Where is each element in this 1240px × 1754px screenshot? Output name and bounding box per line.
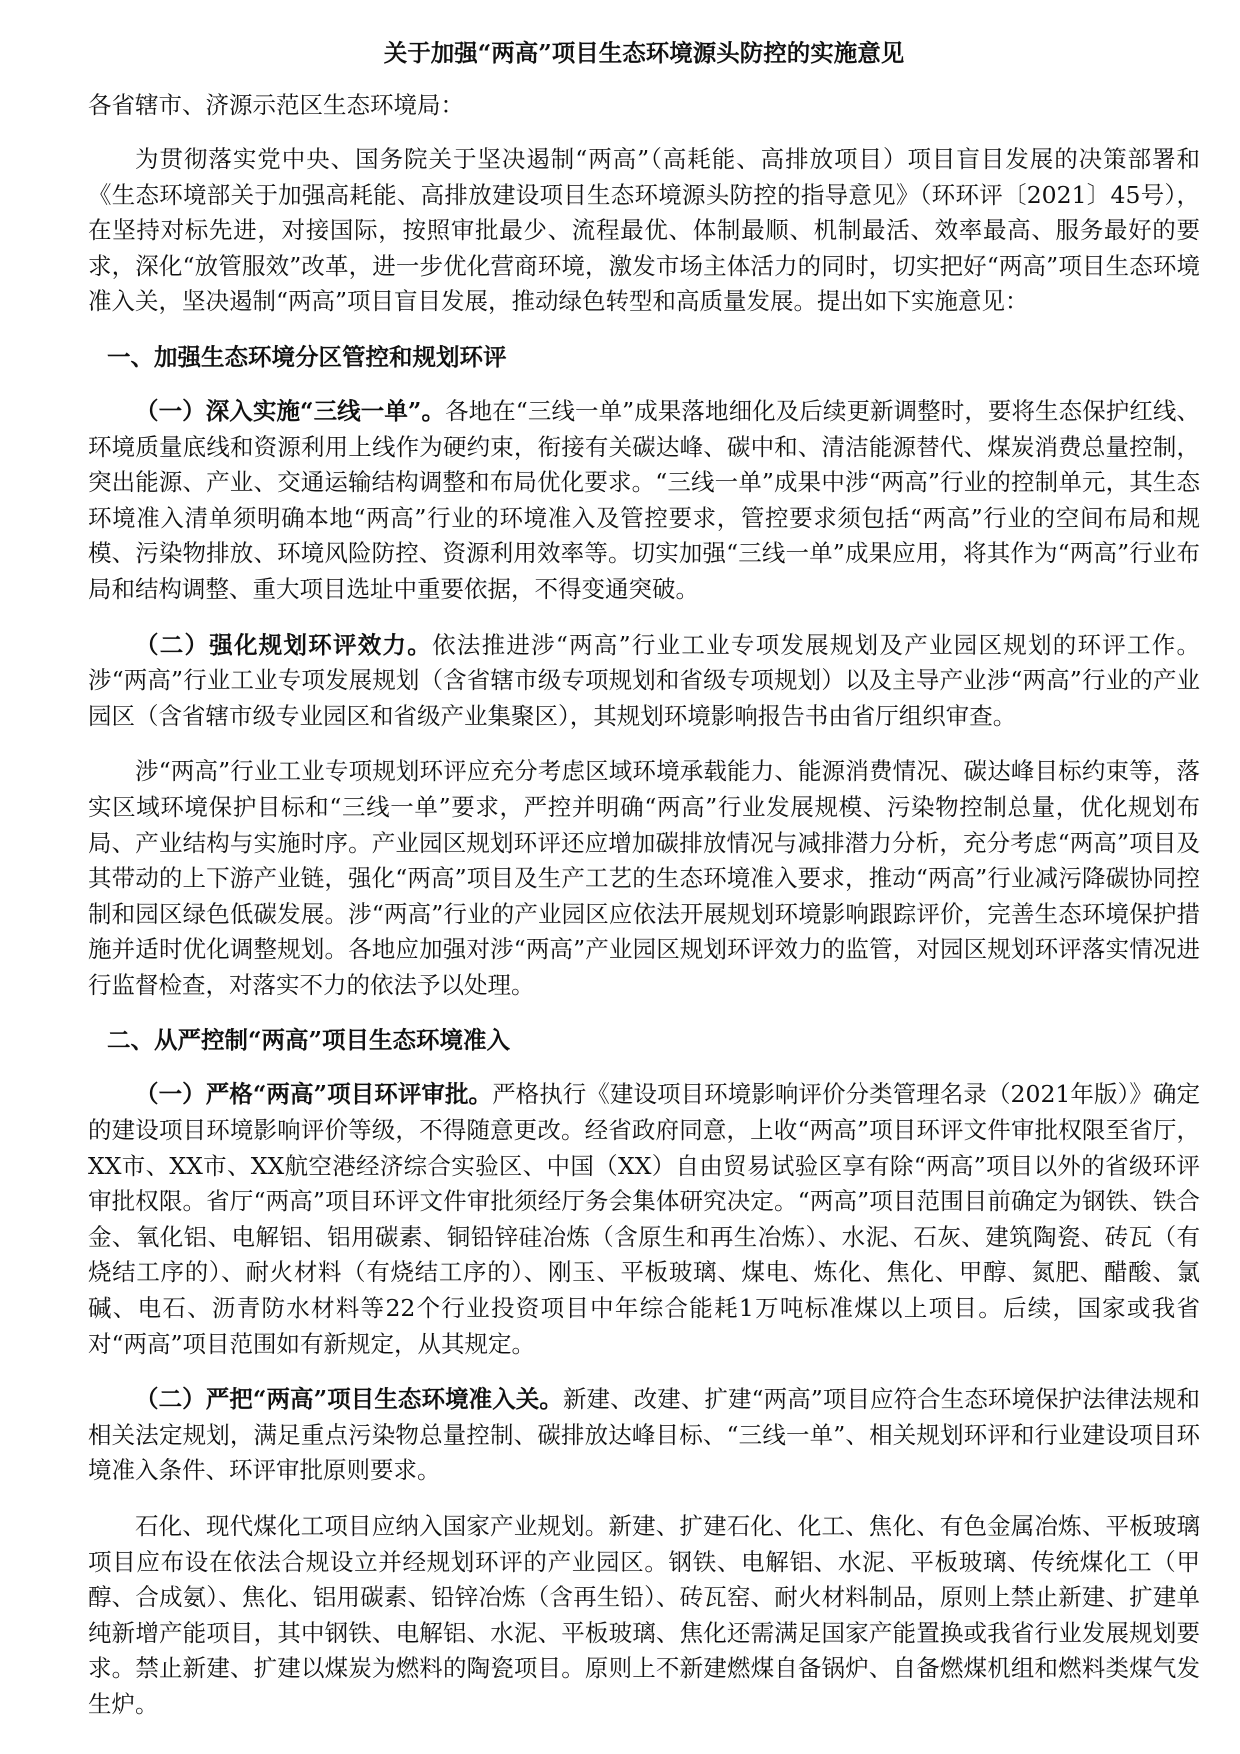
section-1-heading: 一、加强生态环境分区管控和规划环评 <box>107 342 507 371</box>
document-title: 关于加强“两高”项目生态环境源头防控的实施意见 <box>383 39 905 67</box>
section-2-item-2-paragraph <box>88 1382 1200 1489</box>
section-2-item-1-paragraph <box>88 1077 1200 1362</box>
section-2-heading: 二、从严控制“两高”项目生态环境准入 <box>107 1026 511 1055</box>
section-1-item-1-text: 各地在“三线一单”成果落地细化及后续更新调整时，要将生态保护红线、环境质量底线和资源利用上线作为硬约束，衔接有关碳达峰、碳中和、清洁能源替代、煤炭消费总量控制，突出能源、产业、交通运输结构调整和布局优化要求。“三线一单”成果中涉“两高”行业的控制单元，其生态环境准入清单须明确本地“两高”行业的环境准入及管控要求，管控要求须包括“两高”行业的空间布局和规模、污染物排放、环境风险防控、资源利用效率等。切实加强“三线一单”成果应用，将其作为“两高”行业布局和结构调整、重大项目选址中重要依据，不得变通突破。 <box>88 396 1200 603</box>
section-2-paragraph-3: 石化、现代煤化工项目应纳入国家产业规划。新建、扩建石化、化工、焦化、有色金属冶炼、平板玻璃项目应布设在依法合规设立并经规划环评的产业园区。钢铁、电解铝、水泥、平板玻璃、传统煤化工（甲醇、合成氨）、焦化、铝用碳素、铅锌冶炼（含再生铅）、砖瓦窑、耐火材料制品，原则上禁止新建、扩建单纯新增产能项目，其中钢铁、电解铝、水泥、平板玻璃、焦化还需满足国家产能置换或我省行业发展规划要求。禁止新建、扩建以煤炭为燃料的陶瓷项目。原则上不新建燃煤自备锅炉、自备燃煤机组和燃料类煤气发生炉。 <box>88 1512 1200 1718</box>
section-2-item-2-text: 新建、改建、扩建“两高”项目应符合生态环境保护法律法规和相关法定规划，满足重点污染物总量控制、碳排放达峰目标、“三线一单”、相关规划环评和行业建设项目环境准入条件、环评审批原则要求。 <box>88 1385 1200 1485</box>
section-2-item-1-lead: （一）严格“两高”项目环评审批。 <box>135 1080 493 1109</box>
salutation: 各省辖市、济源示范区生态环境局： <box>88 91 464 119</box>
section-1-item-2-text: 依法推进涉“两高”行业工业专项发展规划及产业园区规划的环评工作。涉“两高”行业工业专项发展规划（含省辖市级专项规划和省级专项规划）以及主导产业涉“两高”行业的产业园区（含省辖市级专业园区和省级产业集聚区），其规划环境影响报告书由省厅组织审查。 <box>88 630 1200 730</box>
section-1-item-2-lead: （二）强化规划环评效力。 <box>135 630 433 659</box>
section-1-item-2-paragraph <box>88 628 1200 735</box>
section-1-paragraph-3: 涉“两高”行业工业专项规划环评应充分考虑区域环境承载能力、能源消费情况、碳达峰目标约束等，落实区域环境保护目标和“三线一单”要求，严控并明确“两高”行业发展规模、污染物控制总量，优化规划布局、产业结构与实施时序。产业园区规划环评还应增加碳排放情况与减排潜力分析，充分考虑“两高”项目及其带动的上下游产业链，强化“两高”项目及生产工艺的生态环境准入要求，推动“两高”行业减污降碳协同控制和园区绿色低碳发展。涉“两高”行业的产业园区应依法开展规划环境影响跟踪评价，完善生态环境保护措施并适时优化调整规划。各地应加强对涉“两高”产业园区规划环评效力的监管，对园区规划环评落实情况进行监督检查，对落实不力的依法予以处理。 <box>88 757 1200 999</box>
section-1-item-1-paragraph <box>88 394 1200 608</box>
document-page <box>88 36 1200 1743</box>
section-2-item-2-lead: （二）严把“两高”项目生态环境准入关。 <box>135 1385 563 1414</box>
intro-paragraph: 为贯彻落实党中央、国务院关于坚决遏制“两高”（高耗能、高排放项目）项目盲目发展的决策部署和《生态环境部关于加强高耗能、高排放建设项目生态环境源头防控的指导意见》（环环评〔2021〕45号），在坚持对标先进，对接国际，按照审批最少、流程最优、体制最顺、机制最活、效率最高、服务最好的要求，深化“放管服效”改革，进一步优化营商环境，激发市场主体活力的同时，切实把好“两高”项目生态环境准入关，坚决遏制“两高”项目盲目发展，推动绿色转型和高质量发展。提出如下实施意见： <box>88 145 1200 316</box>
section-2-item-1-text: 严格执行《建设项目环境影响评价分类管理名录（2021年版）》确定的建设项目环境影响评价等级，不得随意更改。经省政府同意，上收“两高”项目环评文件审批权限至省厅，XX市、XX市、XX航空港经济综合实验区、中国（XX）自由贸易试验区享有除“两高”项目以外的省级环评审批权限。省厅“两高”项目环评文件审批须经厅务会集体研究决定。“两高”项目范围目前确定为钢铁、铁合金、氧化铝、电解铝、铝用碳素、铜铅锌硅冶炼（含原生和再生冶炼）、水泥、石灰、建筑陶瓷、砖瓦（有烧结工序的）、耐火材料（有烧结工序的）、刚玉、平板玻璃、煤电、炼化、焦化、甲醇、氮肥、醋酸、氯碱、电石、沥青防水材料等22个行业投资项目中年综合能耗1万吨标准煤以上项目。后续，国家或我省对“两高”项目范围如有新规定，从其规定。 <box>88 1080 1200 1358</box>
section-1-item-1-lead: （一）深入实施“三线一单”。 <box>135 396 446 425</box>
